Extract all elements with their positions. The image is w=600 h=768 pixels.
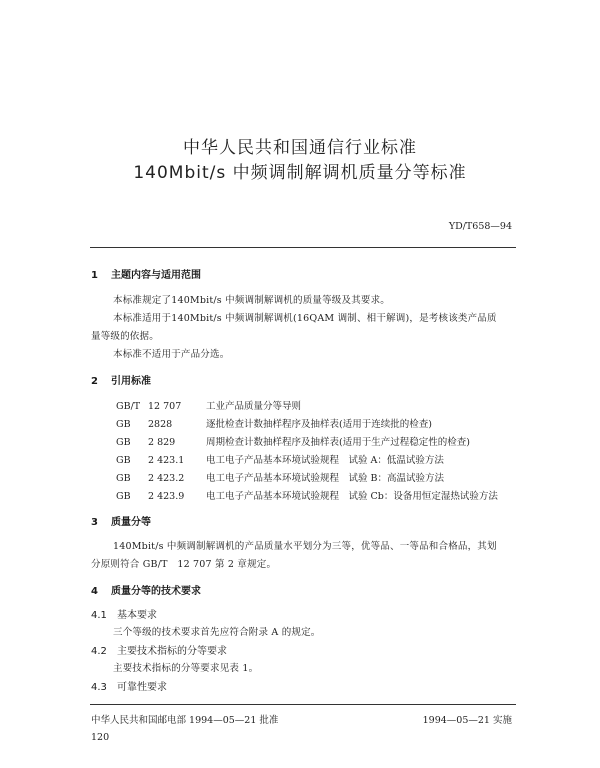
document-number: YD/T658—94: [448, 221, 512, 232]
section-1-paragraph-1: 本标准规定了140Mbit/s 中频调制解调机的质量等级及其要求。: [113, 295, 390, 306]
section-4-title: 质量分等的技术要求: [111, 586, 201, 597]
section-4-number: 4: [91, 586, 98, 597]
section-2-heading: [91, 372, 151, 387]
reference-item: [116, 488, 498, 502]
section-1-paragraph-3: 本标准不适用于产品分选。: [113, 349, 230, 360]
subsection-4-1-heading: [91, 606, 157, 621]
section-2-number: 2: [91, 376, 98, 387]
section-1-paragraph-2b: 量等级的依据。: [91, 331, 159, 342]
section-3-paragraph-1a: 140Mbit/s 中频调制解调机的产品质量水平划分为三等，优等品、一等品和合格品，其划: [113, 541, 497, 552]
subsection-4-2-heading: [91, 642, 227, 657]
reference-title: 工业产品质量分等导则: [206, 401, 302, 412]
reference-number: 12 707: [148, 401, 182, 412]
page-number: 120: [91, 732, 110, 743]
section-2-title: 引用标准: [111, 376, 151, 387]
document-title-line1: 中华人民共和国通信行业标准: [183, 138, 417, 158]
reference-item: [116, 434, 470, 448]
reference-title: 周期检查计数抽样程序及抽样表(适用于生产过程稳定性的检查): [206, 437, 470, 448]
reference-code: GB: [116, 419, 131, 430]
subsection-4-3-number: 4.3: [91, 682, 107, 693]
section-1-number: 1: [91, 270, 98, 281]
section-1-paragraph-2a: 本标准适用于140Mbit/s 中频调制解调机(16QAM 调制、相干解调)，是考核该类产品质: [113, 313, 497, 324]
reference-number: 2 423.1: [148, 455, 185, 466]
reference-item: [116, 416, 432, 430]
reference-title: 电工电子产品基本环境试验规程 试验 A：低温试验方法: [206, 455, 444, 466]
reference-item: [116, 398, 301, 412]
reference-title: 电工电子产品基本环境试验规程 试验 B：高温试验方法: [206, 473, 445, 484]
section-4-heading: [91, 582, 201, 597]
subsection-4-1-text: 三个等级的技术要求首先应符合附录 A 的规定。: [113, 627, 321, 638]
reference-code: GB: [116, 437, 131, 448]
subsection-4-2-number: 4.2: [91, 646, 107, 657]
subsection-4-3-title: 可靠性要求: [117, 682, 167, 693]
reference-code: GB: [116, 455, 131, 466]
reference-code: GB/T: [116, 401, 141, 412]
reference-number: 2 423.9: [148, 491, 185, 502]
reference-title: 逐批检查计数抽样程序及抽样表(适用于连续批的检查): [206, 419, 432, 430]
reference-code: GB: [116, 473, 131, 484]
document-title-line2: 140Mbit/s 中频调制解调机质量分等标准: [133, 163, 467, 183]
effective-date: 1994—05—21 实施: [422, 715, 512, 726]
subsection-4-1-title: 基本要求: [117, 610, 157, 621]
reference-number: 2 829: [148, 437, 176, 448]
section-1-heading: [91, 266, 201, 281]
reference-item: [116, 452, 444, 466]
subsection-4-3-heading: [91, 678, 167, 693]
section-3-title: 质量分等: [111, 517, 151, 528]
reference-number: 2 423.2: [148, 473, 185, 484]
reference-title: 电工电子产品基本环境试验规程 试验 Cb：设备用恒定湿热试验方法: [206, 491, 498, 502]
approval-statement: 中华人民共和国邮电部 1994—05—21 批准: [91, 715, 279, 726]
section-3-paragraph-1b: 分原则符合 GB/T 12 707 第 2 章规定。: [91, 559, 277, 570]
reference-number: 2828: [148, 419, 173, 430]
subsection-4-2-text: 主要技术指标的分等要求见表 1。: [113, 663, 259, 674]
section-1-title: 主题内容与适用范围: [111, 270, 201, 281]
header-divider: [90, 247, 516, 248]
footer-divider: [90, 704, 516, 705]
subsection-4-1-number: 4.1: [91, 610, 107, 621]
reference-code: GB: [116, 491, 131, 502]
section-3-heading: [91, 513, 151, 528]
section-3-number: 3: [91, 517, 98, 528]
reference-item: [116, 470, 444, 484]
subsection-4-2-title: 主要技术指标的分等要求: [117, 646, 227, 657]
